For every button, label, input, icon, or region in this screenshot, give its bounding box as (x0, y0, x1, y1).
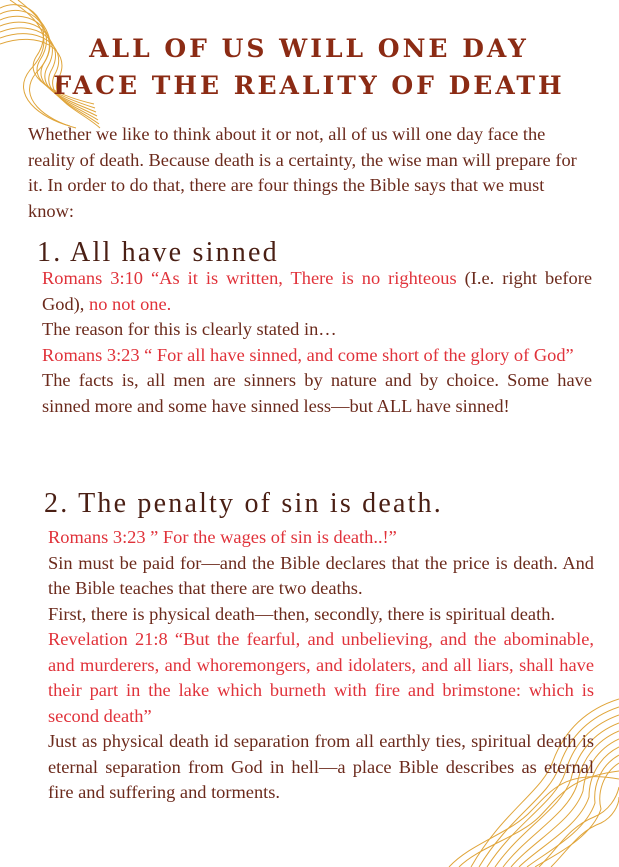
section-2-heading: 2. The penalty of sin is death. (44, 488, 443, 519)
section-2-paragraph-1: Sin must be paid for—and the Bible declares that the price is death. And the Bible teaches that there are two deaths. (48, 552, 594, 598)
section-2-paragraph-2: First, there is physical death—then, secondly, there is spiritual death. (48, 603, 555, 624)
romans-3-10-verse (42, 266, 592, 317)
romans-3-23-verse: Romans 3:23 “ For all have sinned, and come short of the glory of God” (42, 344, 574, 365)
verse-text-red: Romans 3:10 “As it is written, There is no righteous (42, 268, 457, 288)
verse-note: (I.e. right before God), (42, 268, 592, 314)
romans-3-23-wages-verse: Romans 3:23 ” For the wages of sin is death..!” (48, 527, 397, 547)
section-1-body (42, 266, 592, 419)
intro-paragraph: Whether we like to think about it or not, all of us will one day face the reality of death. Because death is a certainty, the wise man will prepare for it. In order to do that, there are four things the Bible says that we must know: (28, 124, 577, 221)
verse-text-red-end: no not one. (84, 293, 172, 314)
section-2-paragraph-3: Just as physical death id separation from all earthly ties, spiritual death is eternal separation from God in hell—a place Bible describes as eternal fire and suffering and torments. (48, 731, 594, 802)
section-1-heading: 1. All have sinned (37, 237, 279, 268)
section-1-paragraph: The facts is, all men are sinners by nature and by choice. Some have sinned more and some have sinned less—but ALL have sinned! (42, 370, 592, 416)
revelation-21-8-verse: Revelation 21:8 “But the fearful, and unbelieving, and the abominable, and murderers, and whoremongers, and idolaters, and all liars, shall have their part in the lake which burneth with fire and brimstone: which is second death” (48, 629, 594, 726)
section-2-body (48, 525, 594, 806)
reason-text: The reason for this is clearly stated in… (42, 319, 337, 339)
page-title (0, 30, 619, 104)
title-line-2: FACE THE REALITY OF DEATH (53, 71, 565, 100)
title-line-1: ALL OF US WILL ONE DAY (89, 34, 529, 63)
